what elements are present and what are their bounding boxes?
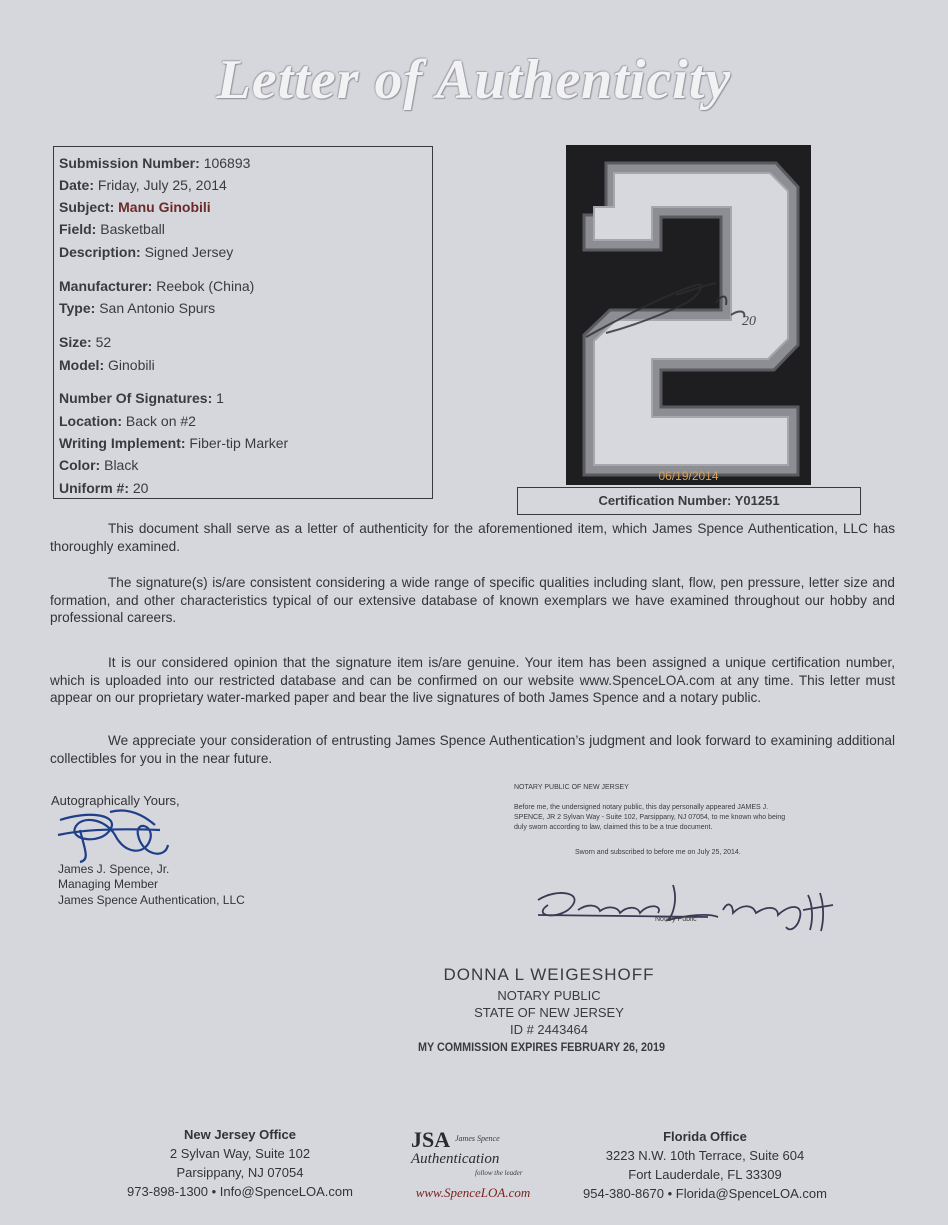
- detail-writing-implement: Writing Implement: Fiber-tip Marker: [59, 435, 289, 451]
- paragraph-1: This document shall serve as a letter of authenticity for the aforementioned item, which James Spence Authentication, LLC has thoroughly examined.: [50, 521, 895, 554]
- paragraph-2: The signature(s) is/are consistent considering a wide range of specific qualities including slant, flow, pen pressure, letter size and formation, and other characteristics typical of our extensive database of known exemplars we have examined throughout our hobby and professional careers.: [50, 575, 895, 626]
- detail-type: Type: San Antonio Spurs: [59, 300, 216, 316]
- signer-company: James Spence Authentication, LLC: [58, 893, 245, 907]
- certification-label: Certification Number:: [598, 493, 732, 508]
- notary-signature-caption: Notary Public: [655, 916, 697, 923]
- nj-office-heading: New Jersey Office: [183, 1127, 296, 1142]
- notary-stamp-name: DONNA L WEIGESHOFF: [443, 965, 655, 984]
- notary-stamp-state: STATE OF NEW JERSEY: [474, 1005, 624, 1020]
- detail-model: Model: Ginobili: [59, 357, 155, 373]
- detail-location: Location: Back on #2: [59, 413, 196, 429]
- nj-office: [95, 1125, 385, 1201]
- notary-stamp-id: ID # 2443464: [509, 1022, 589, 1037]
- closing-line: Autographically Yours,: [51, 793, 180, 808]
- detail-uniform-number: Uniform #: 20: [59, 480, 149, 496]
- notary-stamp-title: NOTARY PUBLIC: [497, 988, 601, 1003]
- item-details-box: [53, 146, 433, 499]
- certification-number: Y01251: [734, 493, 780, 508]
- notary-signature: [528, 875, 848, 945]
- notary-body: Before me, the undersigned notary public, this day personally appeared JAMES J. SPENCE, JR 2 Sylvan Way - Suite 102, Parsippany, NJ 07054, to me known who being duly sworn according to law, claimed this to be a true document.: [514, 804, 786, 831]
- fl-office-contact: 954-380-8670 • Florida@SpenceLOA.com: [583, 1186, 827, 1201]
- fl-office-city: Fort Lauderdale, FL 33309: [628, 1167, 782, 1182]
- certification-number-box: [517, 487, 861, 515]
- jsa-logo-icon: [405, 1125, 545, 1180]
- signer-name: James J. Spence, Jr.: [58, 862, 170, 876]
- notary-sworn: Sworn and subscribed to before me on July 25, 2014.: [575, 849, 741, 856]
- detail-number-of-signatures: Number Of Signatures: 1: [59, 390, 224, 406]
- fl-office-heading: Florida Office: [663, 1129, 747, 1144]
- detail-field: Field: Basketball: [59, 221, 165, 237]
- detail-size: Size: 52: [59, 334, 112, 350]
- nj-office-street: 2 Sylvan Way, Suite 102: [169, 1146, 311, 1161]
- svg-text:James Spence: James Spence: [455, 1134, 500, 1143]
- detail-color: Color: Black: [59, 457, 139, 473]
- paragraph-3: It is our considered opinion that the signature item is/are genuine. Your item has been assigned a unique certification number, which is uploaded into our restricted database and can be confirmed on our website www.SpenceLOA.com at any time. This letter must appear on our proprietary water-marked paper and bear the live signatures of both James Spence and a notary public.: [50, 655, 895, 706]
- letter-title: Letter of Authenticity: [216, 49, 732, 111]
- detail-manufacturer: Manufacturer: Reebok (China): [59, 278, 255, 294]
- detail-date: Date: Friday, July 25, 2014: [59, 177, 227, 193]
- photo-signature-inscription: 20: [742, 314, 756, 329]
- detail-description: Description: Signed Jersey: [59, 244, 234, 260]
- fl-office-street: 3223 N.W. 10th Terrace, Suite 604: [605, 1148, 805, 1163]
- fl-office: [560, 1127, 850, 1203]
- jsa-website-link[interactable]: www.SpenceLOA.com: [415, 1185, 531, 1200]
- svg-text:follow the leader: follow the leader: [475, 1169, 523, 1177]
- paragraph-4: We appreciate your consideration of entrusting James Spence Authentication’s judgment and look forward to examining additional collectibles for you in the near future.: [50, 733, 895, 766]
- nj-office-contact: 973-898-1300 • Info@SpenceLOA.com: [127, 1184, 353, 1199]
- jersey-number-graphic: [566, 145, 811, 485]
- signer-title: Managing Member: [58, 877, 159, 891]
- notary-heading: NOTARY PUBLIC OF NEW JERSEY: [514, 784, 629, 791]
- detail-subject: Subject: Manu Ginobili: [59, 199, 211, 215]
- svg-text:JSA: JSA: [411, 1127, 451, 1152]
- detail-submission-number: Submission Number: 106893: [59, 155, 251, 171]
- spence-signature: [50, 800, 190, 870]
- photo-date-stamp: 06/19/2014: [658, 469, 719, 483]
- notary-stamp-commission: MY COMMISSION EXPIRES FEBRUARY 26, 2019: [417, 1040, 666, 1054]
- item-photo: [566, 145, 811, 485]
- svg-text:Authentication: Authentication: [411, 1151, 500, 1167]
- nj-office-city: Parsippany, NJ 07054: [176, 1165, 304, 1180]
